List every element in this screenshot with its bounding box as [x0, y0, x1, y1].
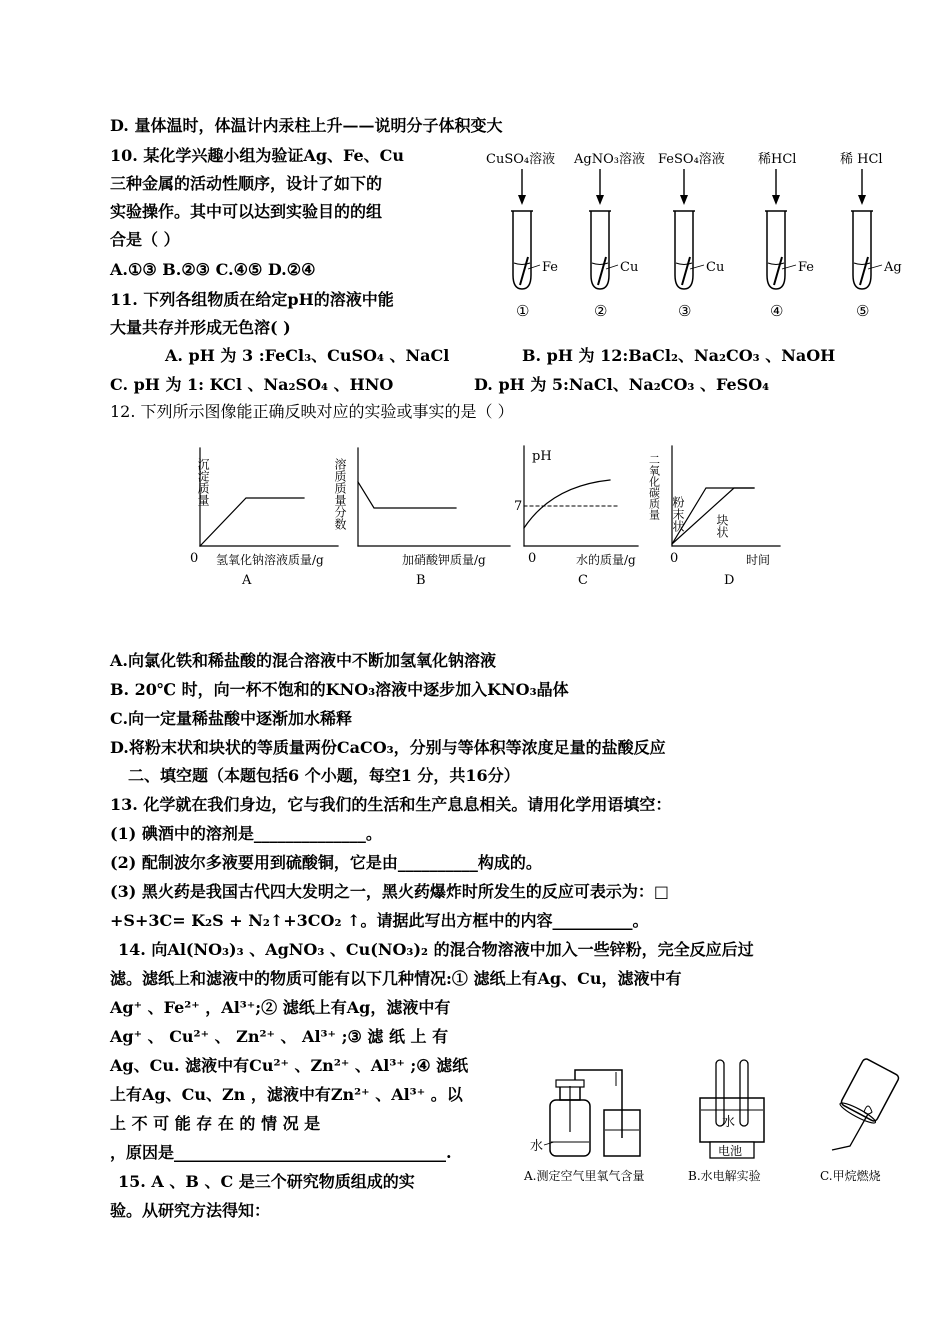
test-tube-figure [484, 143, 914, 328]
reagent-label-5: 稀 HCl [840, 152, 883, 167]
reagent-label-2: AgNO₃溶液 [574, 152, 645, 167]
graph-a-ylabel: 沉淀质量 [196, 458, 210, 506]
apparatus-b-water-label: 水 [722, 1115, 736, 1130]
metal-label-1: Fe [542, 260, 559, 275]
graph-d-powder-label: 粉末状 [671, 496, 685, 532]
metal-label-3: Cu [706, 260, 725, 275]
question-12-option-c: C.向一定量稀盐酸中逐渐加水稀释 [110, 709, 353, 728]
question-11-option-a: A. pH 为 3 :FeCl₃、CuSO₄ 、NaCl [165, 346, 450, 365]
question-13-part2: (2) 配制波尔多液要用到硫酸铜，它是由__________构成的。 [110, 853, 542, 872]
graph-a-origin: 0 [190, 551, 199, 566]
question-14-line4: Ag⁺ 、 Cu²⁺ 、 Zn²⁺ 、 Al³⁺ ;③ 滤 纸 上 有 [110, 1027, 449, 1046]
graph-d-ylabel: 二氧化碳质量 [647, 454, 661, 520]
reagent-label-1: CuSO₄溶液 [486, 152, 556, 167]
option-10d-prev: D. 量体温时，体温计内汞柱上升——说明分子体积变大 [110, 116, 503, 135]
graph-a-caption: A [242, 573, 252, 588]
question-13-stem: 13. 化学就在我们身边，它与我们的生活和生产息息相关。请用化学用语填空： [110, 795, 672, 814]
question-10-line1: 10. 某化学兴趣小组为验证Ag、Fe、Cu [110, 146, 405, 165]
apparatus-b-caption: B.水电解实验 [688, 1169, 761, 1183]
apparatus-figure [520, 1050, 910, 1190]
apparatus-a [523, 1070, 644, 1183]
graph-d [648, 446, 781, 588]
question-14-line6: 上有Ag、Cu、Zn ，滤液中有Zn²⁺ 、Al³⁺ 。以 [110, 1085, 463, 1104]
tube-number-5: ⑤ [856, 302, 870, 320]
question-12-option-a: A.向氯化铁和稀盐酸的混合溶液中不断加氢氧化钠溶液 [110, 651, 496, 670]
question-11-option-c: C. pH 为 1: KCl 、Na₂SO₄ 、HNO [110, 375, 394, 394]
graph-d-caption: D [724, 573, 735, 588]
question-10-line4: 合是（ ） [110, 230, 180, 249]
tube-number-1: ① [516, 302, 530, 320]
graph-a [190, 448, 338, 588]
apparatus-c [820, 1058, 900, 1183]
apparatus-b-battery-label: 电池 [718, 1144, 743, 1158]
graph-b [333, 448, 510, 588]
question-12-option-b: B. 20℃ 时，向一杯不饱和的KNO₃溶液中逐步加入KNO₃晶体 [110, 680, 569, 699]
graph-c-caption: C [578, 573, 588, 588]
reagent-label-3: FeSO₄溶液 [658, 152, 725, 167]
question-11-line2: 大量共存并形成无色溶( ) [110, 318, 291, 337]
metal-label-4: Fe [798, 260, 815, 275]
graph-d-origin: 0 [670, 551, 679, 566]
graph-b-caption: B [416, 573, 426, 588]
question-11-option-b: B. pH 为 12:BaCl₂、Na₂CO₃ 、NaOH [522, 346, 836, 365]
apparatus-b [688, 1060, 764, 1183]
apparatus-c-caption: C.甲烷燃烧 [820, 1169, 881, 1183]
question-14-line2: 滤。滤纸上和滤液中的物质可能有以下几种情况:① 滤纸上有Ag、Cu，滤液中有 [110, 969, 682, 988]
question-10-options: A.①③ B.②③ C.④⑤ D.②④ [110, 260, 316, 279]
graph-d-block-label: 块状 [715, 514, 729, 538]
graph-d-xlabel: 时间 [746, 553, 771, 567]
question-14-line1: 14. 向Al(NO₃)₃ 、AgNO₃ 、Cu(NO₃)₂ 的混合物溶液中加入一些锌粉，完全反应后过 [118, 940, 754, 959]
graph-c-origin: 0 [528, 551, 537, 566]
question-10-line3: 实验操作。其中可以达到实验目的的组 [110, 202, 383, 221]
test-tube-2 [573, 151, 645, 320]
metal-label-5: Ag [884, 260, 902, 275]
graph-c [514, 446, 638, 588]
graph-a-xlabel: 氢氧化钠溶液质量/g [216, 553, 324, 567]
graphs-figure [180, 440, 790, 590]
question-14-line8: ，原因是__________________________________. [110, 1143, 452, 1162]
reagent-label-4: 稀HCl [758, 152, 797, 167]
question-15-line2: 验。从研究方法得知： [110, 1201, 271, 1220]
question-14-line7: 上 不 可 能 存 在 的 情 况 是 [110, 1114, 321, 1133]
test-tube-1 [486, 151, 558, 320]
graph-c-tick-7: 7 [514, 499, 523, 514]
metal-label-2: Cu [620, 260, 639, 275]
question-14-line5: Ag、Cu. 滤液中有Cu²⁺ 、Zn²⁺ 、Al³⁺ ;④ 滤纸 [110, 1056, 469, 1075]
section-heading-fill-blank: 二、填空题（本题包括6 个小题，每空1 分，共16分） [128, 766, 520, 785]
question-15-line1: 15. A 、B 、C 是三个研究物质组成的实 [118, 1172, 415, 1191]
graph-b-ylabel: 溶质质量分数 [333, 458, 347, 530]
test-tube-4 [758, 151, 814, 320]
question-13-part3-line1: (3) 黑火药是我国古代四大发明之一，黑火药爆炸时所发生的反应可表示为：□ [110, 882, 669, 901]
graph-b-xlabel: 加硝酸钾质量/g [402, 553, 486, 567]
apparatus-a-caption: A.测定空气里氧气含量 [524, 1169, 645, 1183]
question-13-part1: (1) 碘酒中的溶剂是______________。 [110, 824, 382, 843]
question-13-part3-line2: +S+3C= K₂S + N₂↑+3CO₂ ↑。请据此写出方框中的内容__________。 [110, 911, 649, 930]
apparatus-a-water-label: 水 [530, 1139, 544, 1154]
question-14-line3: Ag⁺ 、Fe²⁺ ，Al³⁺;② 滤纸上有Ag，滤液中有 [110, 998, 451, 1017]
tube-number-4: ④ [770, 302, 784, 320]
test-tube-5 [840, 151, 902, 320]
graph-c-ylabel: pH [532, 449, 552, 464]
question-12-stem: 12. 下列所示图像能正确反映对应的实验或事实的是（ ） [110, 402, 514, 421]
question-11-line1: 11. 下列各组物质在给定pH的溶液中能 [110, 290, 394, 309]
tube-number-3: ③ [678, 302, 692, 320]
question-11-option-d: D. pH 为 5:NaCl、Na₂CO₃ 、FeSO₄ [474, 375, 770, 394]
tube-number-2: ② [594, 302, 608, 320]
graph-c-xlabel: 水的质量/g [576, 553, 636, 567]
test-tube-3 [658, 151, 725, 320]
question-10-line2: 三种金属的活动性顺序，设计了如下的 [110, 174, 383, 193]
question-12-option-d: D.将粉末状和块状的等质量两份CaCO₃，分别与等体积等浓度足量的盐酸反应 [110, 738, 666, 757]
